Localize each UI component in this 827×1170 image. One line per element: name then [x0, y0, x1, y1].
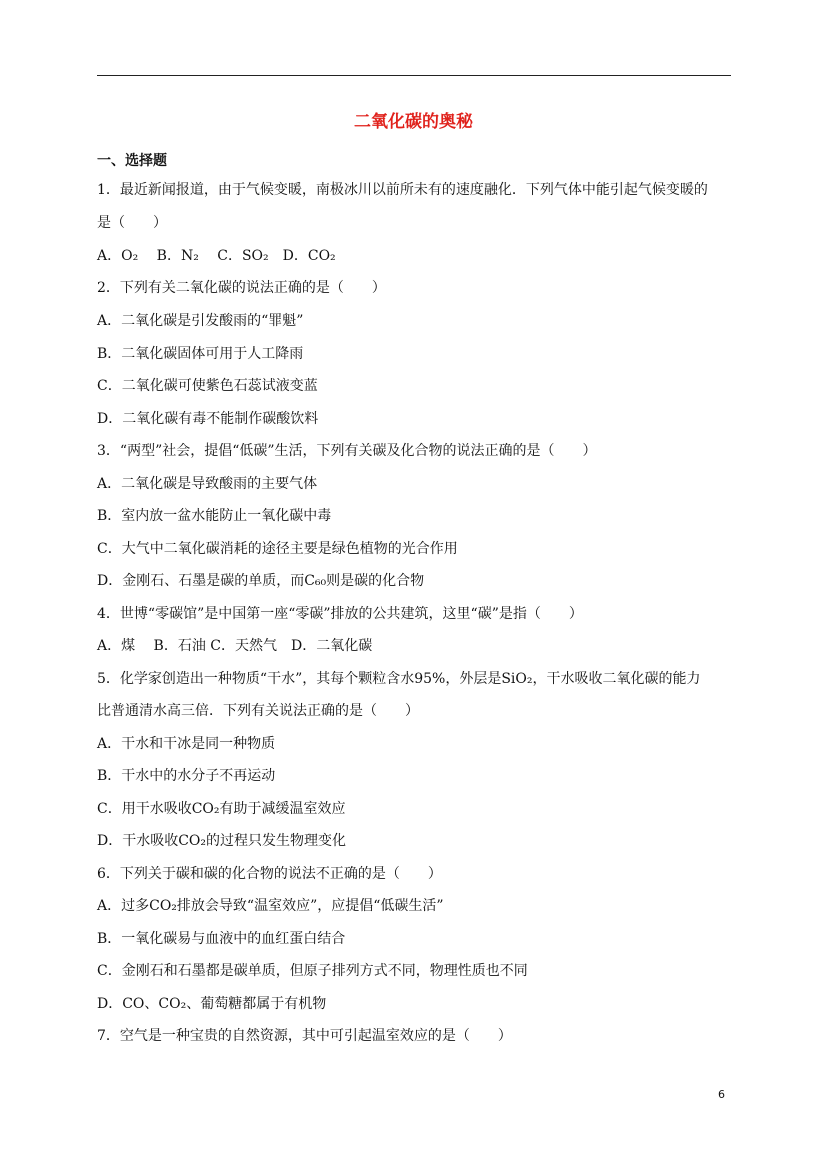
header-rule — [97, 75, 731, 76]
q2-option-c: C．二氧化碳可使紫色石蕊试液变蓝 — [97, 378, 318, 394]
q3-option-c: C．大气中二氧化碳消耗的途径主要是绿色植物的光合作用 — [97, 541, 458, 557]
q1-stem-line1: 1．最近新闻报道，由于气候变暖，南极冰川以前所未有的速度融化．下列气体中能引起气候变暖的 — [97, 182, 708, 198]
q3-stem: 3．“两型”社会，提倡“低碳”生活，下列有关碳及化合物的说法正确的是（ ） — [97, 443, 597, 459]
q1-options: A．O₂ B．N₂ C．SO₂ D．CO₂ — [97, 248, 336, 264]
page-number: 6 — [718, 1088, 725, 1101]
q7-stem: 7．空气是一种宝贵的自然资源，其中可引起温室效应的是（ ） — [97, 1028, 512, 1044]
q5-option-a: A．干水和干冰是同一种物质 — [97, 736, 276, 752]
q2-option-a: A．二氧化碳是引发酸雨的“罪魁” — [97, 313, 304, 329]
q2-option-d: D．二氧化碳有毒不能制作碳酸饮料 — [97, 411, 319, 427]
q4-stem: 4．世博“零碳馆”是中国第一座“零碳”排放的公共建筑，这里“碳”是指（ ） — [97, 606, 583, 622]
page-title: 二氧化碳的奥秘 — [354, 112, 473, 132]
q5-option-c: C．用干水吸收CO₂有助于减缓温室效应 — [97, 801, 346, 817]
q5-option-b: B．干水中的水分子不再运动 — [97, 768, 276, 784]
q3-option-b: B．室内放一盆水能防止一氧化碳中毒 — [97, 508, 332, 524]
q3-option-d: D．金刚石、石墨是碳的单质，而C₆₀则是碳的化合物 — [97, 573, 425, 589]
q4-options: A．煤 B．石油 C．天然气 D．二氧化碳 — [97, 638, 373, 654]
q5-option-d: D．干水吸收CO₂的过程只发生物理变化 — [97, 833, 347, 849]
q6-stem: 6．下列关于碳和碳的化合物的说法不正确的是（ ） — [97, 866, 442, 882]
q6-option-d: D．CO、CO₂、葡萄糖都属于有机物 — [97, 996, 327, 1012]
q2-option-b: B．二氧化碳固体可用于人工降雨 — [97, 346, 304, 362]
q2-stem: 2．下列有关二氧化碳的说法正确的是（ ） — [97, 280, 386, 296]
section-heading: 一、选择题 — [97, 153, 167, 169]
q3-option-a: A．二氧化碳是导致酸雨的主要气体 — [97, 476, 318, 492]
q5-stem-line2: 比普通清水高三倍．下列有关说法正确的是（ ） — [97, 703, 419, 719]
q6-option-b: B．一氧化碳易与血液中的血红蛋白结合 — [97, 931, 346, 947]
q6-option-c: C．金刚石和石墨都是碳单质，但原子排列方式不同，物理性质也不同 — [97, 963, 528, 979]
q5-stem-line1: 5．化学家创造出一种物质“干水”，其每个颗粒含水95%，外层是SiO₂，干水吸收二氧化碳的能力 — [97, 671, 701, 687]
q1-stem-line2: 是（ ） — [97, 215, 167, 231]
q6-option-a: A．过多CO₂排放会导致“温室效应”，应提倡“低碳生活” — [97, 898, 444, 914]
